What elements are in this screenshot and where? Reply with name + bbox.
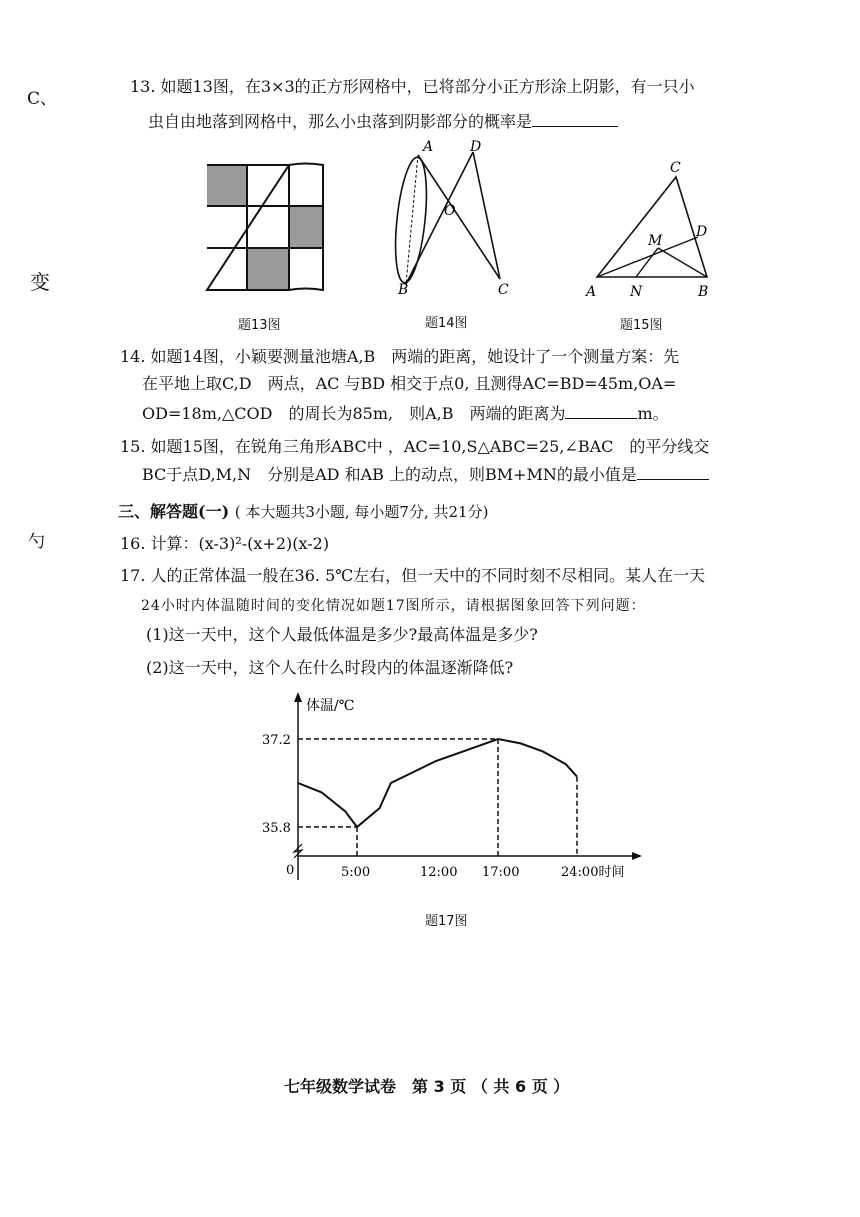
margin-mark-3: 勺 [28, 532, 45, 552]
q14-line1: 14. 如题14图，小颖要测量池塘A,B 两端的距离，她设计了一个测量方案：先 [120, 347, 680, 366]
fig14-label-o: O [444, 203, 456, 219]
fig17-chart [250, 688, 650, 888]
fig15-label-d: D [696, 224, 708, 240]
temperature-curve [298, 739, 577, 827]
section3-title: 三、解答题(一) [118, 502, 230, 521]
q17-line2: 24小时内体温随时间的变化情况如题17图所示，请根据图象回答下列问题： [141, 598, 646, 614]
q15-line2 [142, 463, 709, 486]
margin-mark-1: C、 [27, 89, 58, 109]
fig14-diagram [390, 138, 530, 298]
fig17-caption: 题17图 [425, 914, 468, 929]
fig15-label-b: B [698, 284, 709, 300]
q14-line3-text: OD=18m,△COD 的周长为85m, 则A,B 两端的距离为 [142, 404, 566, 423]
fig14-caption: 题14图 [425, 316, 468, 331]
fig13-caption: 题13图 [238, 318, 281, 333]
fig15-caption: 题15图 [620, 318, 663, 333]
q17-sub2: (2)这一天中，这个人在什么时段内的体温逐渐降低? [146, 658, 514, 677]
fig15-label-c: C [670, 160, 681, 176]
page-footer: 七年级数学试卷 第 3 页 （ 共 6 页 ） [284, 1077, 570, 1096]
q13-line2-text: 虫自由地落到网格中，那么小虫落到阴影部分的概率是 [148, 112, 533, 131]
section3-note: ( 本大题共3小题, 每小题7分, 共21分) [234, 503, 489, 521]
q14-unit: m。 [637, 404, 669, 423]
q14-line3 [142, 402, 669, 425]
q13-line1: 13. 如题13图，在3×3的正方形网格中，已将部分小正方形涂上阴影，有一只小 [130, 77, 695, 96]
y-tick-label: 35.8 [262, 821, 291, 836]
chart-ylabel: 体温/℃ [306, 698, 355, 714]
fig15-diagram [580, 155, 720, 303]
x-tick-label: 17:00 [482, 865, 520, 880]
y-tick-label: 37.2 [262, 733, 291, 748]
x-tick-label: 12:00 [420, 865, 458, 880]
q14-answer-blank [565, 402, 637, 419]
fig15-label-m: M [648, 233, 663, 249]
fig15-label-n: N [630, 284, 643, 300]
q17-sub1: (1)这一天中，这个人最低体温是多少?最高体温是多少? [146, 625, 538, 644]
fig13-shaded-cell [207, 165, 247, 206]
fig14-label-c: C [498, 282, 509, 298]
chart-origin-label: 0 [286, 863, 295, 878]
q13-answer-blank [532, 110, 618, 127]
q15-line2-text: BC于点D,M,N 分别是AD 和AB 上的动点，则BM+MN的最小值是 [142, 465, 637, 484]
x-tick-label: 5:00 [341, 865, 371, 880]
fig13-shaded-cell [247, 248, 289, 290]
fig14-label-b: B [398, 282, 409, 298]
margin-mark-2: 变 [30, 270, 50, 294]
x-tick-label: 24:00时间 [561, 865, 625, 880]
fig13-grid [205, 160, 325, 295]
fig13-shaded-cell [289, 206, 323, 248]
q16-text: 16. 计算：(x-3)²-(x+2)(x-2) [120, 534, 330, 553]
fig14-label-d: D [470, 139, 482, 155]
fig14-label-a: A [423, 139, 434, 155]
section3-heading [118, 499, 488, 522]
q14-line2: 在平地上取C,D 两点，AC 与BD 相交于点0, 且测得AC=BD=45m,OA= [142, 374, 677, 393]
q15-answer-blank [637, 463, 709, 480]
q13-line2 [148, 110, 618, 133]
fig15-label-a: A [586, 284, 597, 300]
q17-line1: 17. 人的正常体温一般在36. 5℃左右，但一天中的不同时刻不尽相同。某人在一天 [120, 566, 706, 585]
q15-line1: 15. 如题15图，在锐角三角形ABC中 ，AC=10,S△ABC=25,∠BAC 的平分线交 [120, 437, 710, 456]
